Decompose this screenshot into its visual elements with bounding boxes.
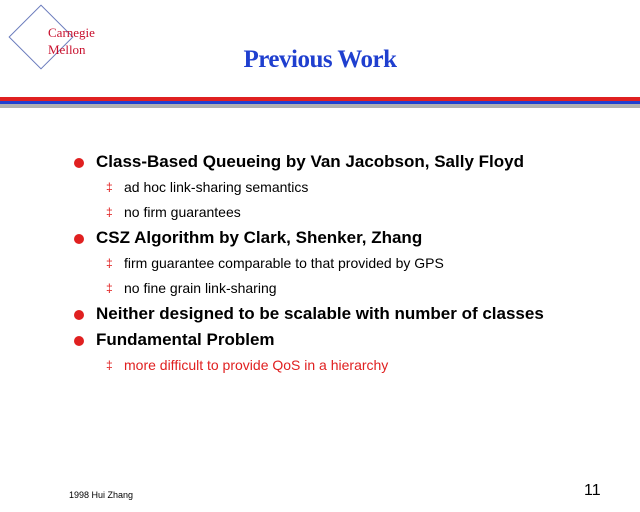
- sub-bullet-text: no firm guarantees: [124, 204, 241, 220]
- sub-bullet-item: [0, 276, 640, 301]
- slide-title: Previous Work: [243, 46, 397, 73]
- sub-bullet-text: more difficult to provide QoS in a hierarchy: [124, 357, 389, 373]
- sub-bullet-item: [0, 175, 640, 200]
- bullet-dot-icon: [74, 310, 84, 320]
- bullet-item: [0, 225, 640, 251]
- double-dagger-icon: ‡: [106, 358, 113, 372]
- page-number: 11: [584, 482, 601, 499]
- sub-bullet-text: firm guarantee comparable to that provided by GPS: [124, 255, 444, 271]
- sub-bullet-text: no fine grain link-sharing: [124, 280, 277, 296]
- bullet-item: [0, 149, 640, 175]
- sub-bullet-item: [0, 353, 640, 378]
- bullet-text: Class-Based Queueing by Van Jacobson, Sally Floyd: [96, 152, 524, 171]
- sub-bullet-item: [0, 200, 640, 225]
- bullet-item: [0, 301, 640, 327]
- bullet-dot-icon: [74, 234, 84, 244]
- bullet-text: CSZ Algorithm by Clark, Shenker, Zhang: [96, 228, 423, 247]
- double-dagger-icon: ‡: [106, 205, 113, 219]
- bullet-text: Fundamental Problem: [96, 330, 275, 349]
- bullet-item: [0, 327, 640, 353]
- footer-credit: 1998 Hui Zhang: [69, 490, 134, 500]
- sub-bullet-text: ad hoc link-sharing semantics: [124, 179, 309, 195]
- header-rule-gray: [0, 104, 640, 108]
- bullet-list: [0, 149, 640, 378]
- bullet-dot-icon: [74, 336, 84, 346]
- double-dagger-icon: ‡: [106, 256, 113, 270]
- double-dagger-icon: ‡: [106, 281, 113, 295]
- sub-bullet-item: [0, 251, 640, 276]
- bullet-text: Neither designed to be scalable with number of classes: [96, 304, 544, 323]
- logo-line-2: Mellon: [48, 42, 86, 57]
- double-dagger-icon: ‡: [106, 180, 113, 194]
- logo-line-1: Carnegie: [48, 25, 95, 40]
- bullet-dot-icon: [74, 158, 84, 168]
